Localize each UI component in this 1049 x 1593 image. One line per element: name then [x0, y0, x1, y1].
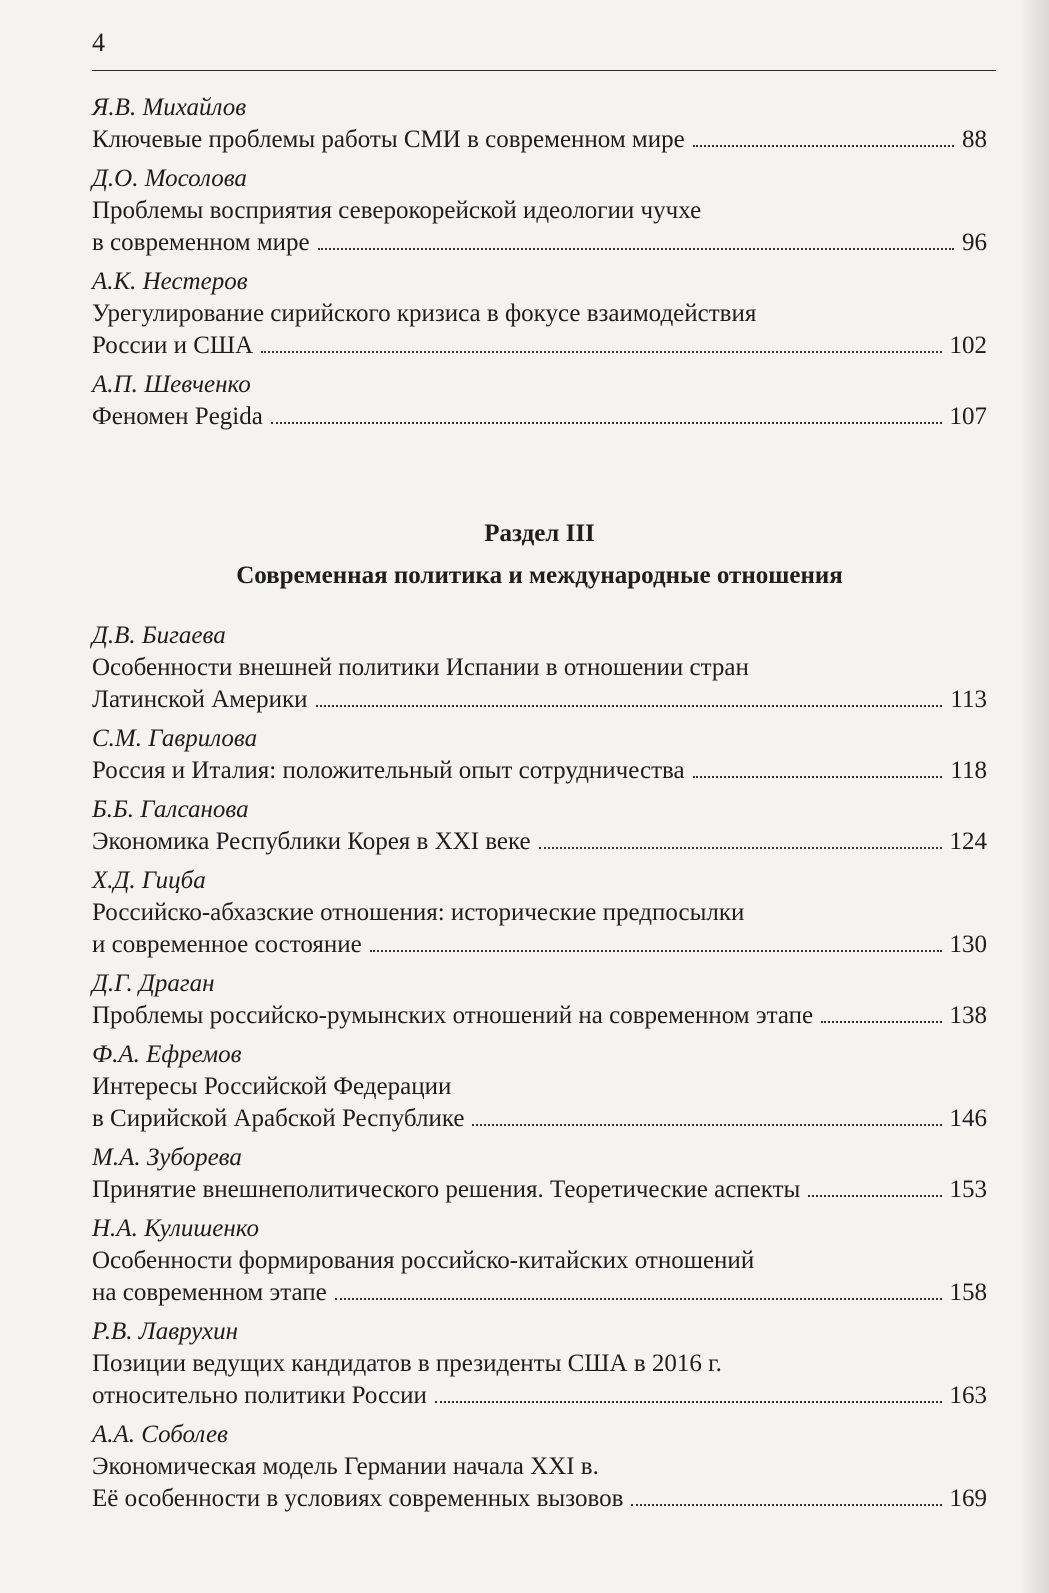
- toc-entry-author: Ф.А. Ефремов: [92, 1041, 242, 1068]
- dot-leader: [370, 949, 942, 952]
- toc-entry-last-line: [92, 755, 987, 787]
- dot-leader: [693, 775, 943, 778]
- toc-entry-page-number: 163: [949, 1382, 987, 1409]
- toc-entry-page-number: 130: [949, 931, 987, 958]
- toc-entry-page-number: 153: [949, 1176, 987, 1203]
- toc-entry-page-number: 146: [949, 1105, 987, 1132]
- toc-entry-title: Её особенности в условиях современных вызовов: [92, 1485, 624, 1512]
- toc-entry-last-line: [92, 1277, 987, 1309]
- dot-leader: [318, 247, 954, 250]
- toc-entry-last-line: [92, 330, 987, 362]
- toc-entry-last-line: [92, 929, 987, 961]
- dot-leader: [261, 350, 941, 353]
- toc-entry-page-number: 158: [949, 1279, 987, 1306]
- dot-leader: [335, 1297, 942, 1300]
- toc-entry-title: в современном мире: [92, 229, 310, 256]
- toc-entry-title: Принятие внешнеполитического решения. Теоретические аспекты: [92, 1176, 801, 1203]
- toc-entry-title: в Сирийской Арабской Республике: [92, 1105, 465, 1132]
- toc-entry-title-line: Российско-абхазские отношения: исторические предпосылки: [92, 899, 745, 926]
- header-rule: [92, 70, 996, 71]
- toc-entry-author: Д.О. Мосолова: [92, 165, 247, 192]
- toc-entry-title: Экономика Республики Корея в XXI веке: [92, 828, 531, 855]
- toc-entry-author: А.П. Шевченко: [92, 371, 251, 398]
- toc-entry-title-line: Проблемы восприятия северокорейской идеологии чучхе: [92, 197, 702, 224]
- toc-list-top: [92, 92, 987, 440]
- toc-entry-page-number: 138: [949, 1002, 987, 1029]
- toc-entry-author: А.К. Нестеров: [92, 268, 248, 295]
- toc-entry-last-line: [92, 124, 987, 156]
- toc-entry-page-number: 107: [949, 403, 987, 430]
- section-label: Раздел III: [484, 520, 595, 547]
- toc-entry-title: Россия и Италия: положительный опыт сотрудничества: [92, 757, 685, 784]
- toc-list-section: [92, 620, 987, 1522]
- toc-entry-last-line: [92, 1174, 987, 1206]
- toc-entry-page-number: 124: [949, 828, 987, 855]
- page-number: 4: [92, 28, 105, 57]
- dot-leader: [271, 421, 942, 424]
- toc-entry-last-line: [92, 1000, 987, 1032]
- toc-entry-title-line: Интересы Российской Федерации: [92, 1073, 452, 1100]
- toc-entry-author: Б.Б. Галсанова: [92, 796, 249, 823]
- toc-entry-last-line: [92, 826, 987, 858]
- dot-leader: [539, 846, 942, 849]
- dot-leader: [808, 1194, 941, 1197]
- dot-leader: [316, 704, 943, 707]
- toc-entry: [92, 1316, 987, 1412]
- toc-entry-last-line: [92, 1483, 987, 1515]
- toc-entry-title-line: Экономическая модель Германии начала XXI в.: [92, 1453, 599, 1480]
- toc-entry: [92, 1142, 987, 1206]
- dot-leader: [821, 1020, 941, 1023]
- toc-entry-page-number: 102: [949, 332, 987, 359]
- toc-entry-title: Латинской Америки: [92, 686, 308, 713]
- page-edge-shadow: [1019, 0, 1049, 1593]
- dot-leader: [693, 144, 954, 147]
- toc-entry-author: С.М. Гаврилова: [92, 725, 258, 752]
- dot-leader: [472, 1123, 941, 1126]
- toc-entry-page-number: 169: [949, 1485, 987, 1512]
- toc-entry-title: относительно политики России: [92, 1382, 427, 1409]
- dot-leader: [631, 1503, 941, 1506]
- toc-entry-author: Р.В. Лаврухин: [92, 1318, 239, 1345]
- toc-entry-title-line: Особенности внешней политики Испании в отношении стран: [92, 654, 749, 681]
- toc-entry: [92, 266, 987, 362]
- toc-entry-title-line: Позиции ведущих кандидатов в президенты США в 2016 г.: [92, 1350, 722, 1377]
- toc-entry: [92, 620, 987, 716]
- toc-entry-title-line: Особенности формирования российско-китайских отношений: [92, 1247, 755, 1274]
- toc-entry-title: и современное состояние: [92, 931, 362, 958]
- toc-entry-last-line: [92, 1103, 987, 1135]
- toc-entry-author: Я.В. Михайлов: [92, 94, 247, 121]
- toc-entry-author: Н.А. Кулишенко: [92, 1215, 260, 1242]
- toc-entry-author: Д.В. Бигаева: [92, 622, 226, 649]
- toc-entry-title: Феномен Pegida: [92, 403, 263, 430]
- section-title: Современная политика и международные отношения: [236, 562, 843, 589]
- toc-entry-last-line: [92, 1380, 987, 1412]
- toc-entry-title: Ключевые проблемы работы СМИ в современном мире: [92, 126, 685, 153]
- toc-entry: [92, 369, 987, 433]
- toc-entry-page-number: 96: [962, 229, 987, 256]
- toc-entry: [92, 92, 987, 156]
- toc-entry-last-line: [92, 684, 987, 716]
- toc-entry: [92, 865, 987, 961]
- toc-entry: [92, 1039, 987, 1135]
- toc-entry-title: Проблемы российско-румынских отношений на современном этапе: [92, 1002, 814, 1029]
- toc-entry: [92, 723, 987, 787]
- toc-entry-page-number: 88: [962, 126, 987, 153]
- toc-entry-author: А.А. Соболев: [92, 1421, 228, 1448]
- toc-entry-last-line: [92, 227, 987, 259]
- toc-entry-page-number: 118: [950, 757, 987, 784]
- toc-entry-author: Д.Г. Драган: [92, 970, 215, 997]
- toc-entry: [92, 968, 987, 1032]
- toc-entry-page-number: 113: [950, 686, 987, 713]
- dot-leader: [435, 1400, 942, 1403]
- toc-entry-title-line: Урегулирование сирийского кризиса в фокусе взаимодействия: [92, 300, 757, 327]
- toc-entry-author: М.А. Зуборева: [92, 1144, 242, 1171]
- toc-entry-author: Х.Д. Гицба: [92, 867, 206, 894]
- toc-entry: [92, 163, 987, 259]
- toc-entry-title: России и США: [92, 332, 254, 359]
- toc-entry-title: на современном этапе: [92, 1279, 327, 1306]
- toc-entry: [92, 794, 987, 858]
- toc-entry: [92, 1213, 987, 1309]
- toc-entry: [92, 1419, 987, 1515]
- toc-entry-last-line: [92, 401, 987, 433]
